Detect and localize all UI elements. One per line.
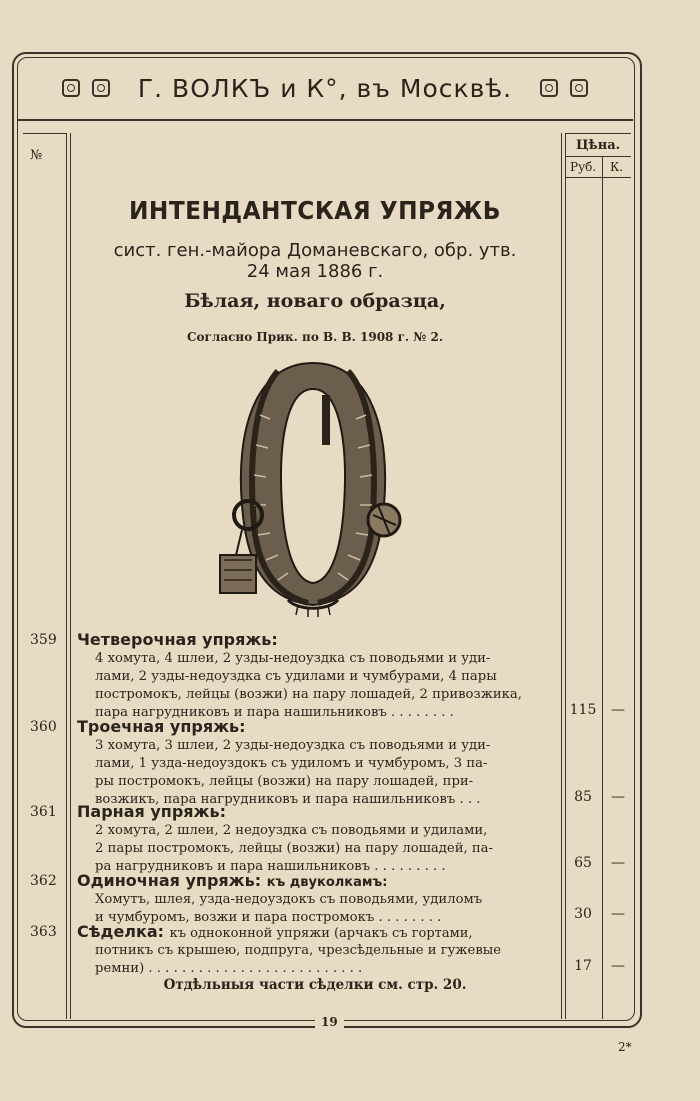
entry-line: и чумбуромъ, возжи и пара постромокъ . . . . . . . . — [95, 910, 442, 925]
entry-number: 360 — [30, 719, 57, 735]
section-subtitle-line2: 24 мая 1886 г. — [246, 261, 384, 282]
price-kop: — — [611, 789, 625, 805]
entry-name: Четверочная упряжь: — [77, 630, 278, 649]
ornament-icon — [540, 79, 558, 97]
page-header — [17, 57, 633, 121]
ornament-icon — [62, 79, 80, 97]
price-rub: 17 — [574, 958, 592, 974]
price-rub: 65 — [574, 855, 592, 871]
price-rub: 85 — [574, 789, 592, 805]
column-header-kop: К. — [610, 160, 624, 174]
entry-line: 4 хомута, 4 шлеи, 2 узды-недоуздка съ поводьями и уди- — [95, 651, 491, 666]
price-kop: — — [611, 855, 625, 871]
entry-line: 2 пары постромокъ, лейцы (возжи) на пару лошадей, па- — [95, 841, 494, 856]
price-header-rule — [565, 156, 631, 157]
column-rule-kop — [602, 156, 603, 1019]
column-rule-price-left — [561, 133, 562, 1019]
entry-line: потникъ съ крышею, подпруга, чрезсѣдельные и гужевые — [95, 943, 502, 958]
entry-description — [95, 942, 559, 978]
column-header-number: № — [30, 148, 43, 163]
entry-line: лами, 1 узда-недоуздокъ съ удиломъ и чумбуромъ, 3 па- — [95, 756, 488, 771]
price-rub: 115 — [569, 702, 597, 718]
firm-title: Г. ВОЛКЪ и К°, въ Москвѣ. — [137, 73, 513, 103]
section-variant: Бѣлая, новаго образца, — [184, 290, 446, 312]
column-header-rub: Руб. — [570, 160, 597, 174]
entry-number: 361 — [30, 804, 57, 820]
entry-name-suffix: къ двуколкамъ: — [266, 875, 388, 890]
price-kop: — — [611, 906, 625, 922]
entry-description — [95, 737, 559, 809]
entry-line: 3 хомута, 3 шлеи, 2 узды-недоуздка съ поводьями и уди- — [95, 738, 491, 753]
price-subheader-rule — [565, 177, 631, 178]
entry-name: Троечная упряжь: — [77, 717, 246, 736]
column-header-price: Цѣна. — [576, 138, 621, 153]
entry-name: Одиночная упряжь: — [77, 871, 262, 890]
entry-line: ры постромокъ, лейцы (возжи) на пару лошадей, при- — [95, 774, 474, 789]
entry-name-line — [77, 922, 473, 941]
entry-line: 2 хомута, 2 шлеи, 2 недоуздка съ поводьями и удилами, — [95, 823, 488, 838]
entry-line: Хомутъ, шлея, узда-недоуздокъ съ поводьями, удиломъ — [95, 892, 483, 907]
section-title: ИНТЕНДАНТСКАЯ УПРЯЖЬ — [128, 196, 501, 225]
footer-note: Отдѣльныя части сѣделки см. стр. 20. — [163, 977, 467, 993]
price-kop: — — [611, 702, 625, 718]
entry-line: постромокъ, лейцы (возжи) на пару лошадей, 2 привозжика, — [95, 687, 522, 702]
columns-top-rule-right — [565, 133, 631, 134]
entry-description — [95, 822, 559, 876]
entry-line: возжикъ, пара нагрудниковъ и пара нашильниковъ . . . — [95, 792, 481, 807]
entry-name: Сѣделка: — [77, 922, 165, 941]
page-number: 19 — [315, 1015, 344, 1029]
column-rule-left — [66, 133, 67, 1019]
entry-description — [95, 650, 559, 722]
entry-line: пара нагрудниковъ и пара нашильниковъ . . . . . . . . — [95, 705, 454, 720]
entry-number: 363 — [30, 924, 57, 940]
entry-line: ра нагрудниковъ и пара нашильниковъ . . . . . . . . . — [95, 859, 446, 874]
price-rub: 30 — [574, 906, 592, 922]
entry-name-line — [77, 871, 387, 890]
entry-line: лами, 2 узды-недоуздка съ удилами и чумбурами, 4 пары — [95, 669, 497, 684]
entry-name: Парная упряжь: — [77, 802, 226, 821]
columns-top-rule — [23, 133, 66, 134]
ornament-icon — [92, 79, 110, 97]
signature-mark: 2* — [618, 1040, 632, 1054]
price-kop: — — [611, 958, 625, 974]
horse-collar-illustration — [208, 355, 418, 617]
entry-number: 359 — [30, 632, 57, 648]
column-rule-price-left-2 — [565, 133, 566, 1019]
section-subtitle-line1: сист. ген.-майора Доманевскаго, обр. утв. — [113, 240, 517, 261]
entry-line: ремни) . . . . . . . . . . . . . . . . . . . . . . . . . . — [95, 961, 363, 976]
entry-number: 362 — [30, 873, 57, 889]
entry-name-suffix: къ одноконной упряжи (арчакъ съ гортами, — [169, 926, 473, 941]
ornament-icon — [570, 79, 588, 97]
section-order: Согласно Прик. по В. В. 1908 г. № 2. — [186, 330, 444, 344]
